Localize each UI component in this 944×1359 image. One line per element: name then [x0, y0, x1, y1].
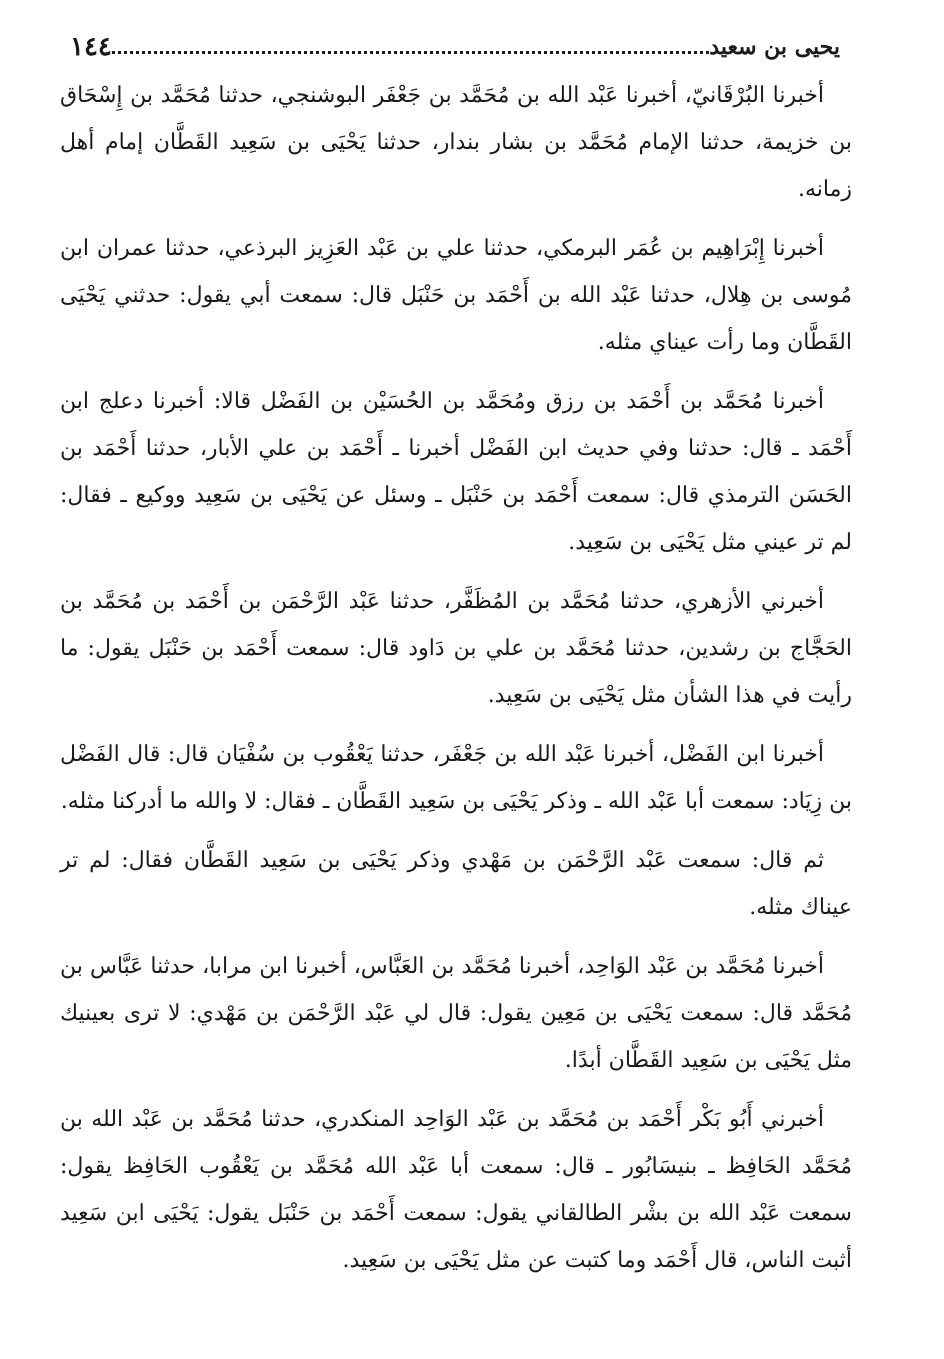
paragraph: أخبرنا مُحَمَّد بن عَبْد الوَاحِد، أخبرنا مُحَمَّد بن العَبَّاس، أخبرنا ابن مرابا، حدثنا عَبَّاس بن مُحَمَّد قال: سمعت يَحْيَى بن مَعِين يقول: قال لي عَبْد الرَّحْمَن بن مَهْدي: لا ترى بعينيك مثل يَحْيَى بن سَعِيد القَطَّان أبدًا.: [60, 954, 852, 1073]
paragraph: أخبرنا ابن الفَضْل، أخبرنا عَبْد الله بن جَعْفَر، حدثنا يَعْقُوب بن سُفْيَان قال: قال الفَضْل بن زِيَاد: سمعت أبا عَبْد الله ـ وذكر يَحْيَى بن سَعِيد القَطَّان ـ فقال: لا والله ما أدركنا مثله.: [60, 742, 852, 814]
header-dotted-leader: [112, 51, 709, 54]
paragraph: أخبرنا البُرْقَانيّ، أخبرنا عَبْد الله بن مُحَمَّد بن جَعْفَر البوشنجي، حدثنا مُحَمَّد بن إِسْحَاق بن خزيمة، حدثنا الإمام مُحَمَّد بن بشار بندار، حدثنا يَحْيَى بن سَعِيد القَطَّان إمام أهل زمانه.: [60, 83, 852, 202]
running-head: [60, 28, 852, 62]
paragraph: أخبرني أَبُو بَكْر أَحْمَد بن مُحَمَّد بن عَبْد الوَاحِد المنكدري، حدثنا مُحَمَّد بن عَبْد الله بن مُحَمَّد الحَافِظ ـ بنيسَابُور ـ قال: سمعت أبا عَبْد الله مُحَمَّد بن يَعْقُوب الحَافِظ يقول: سمعت عَبْد الله بن بشْر الطالقاني يقول: سمعت أَحْمَد بن حَنْبَل يقول: يَحْيَى ابن سَعِيد أثبت الناس، قال أَحْمَد وما كتبت عن مثل يَحْيَى بن سَعِيد.: [60, 1107, 852, 1273]
running-head-title: يحيى بن سعيد: [709, 34, 840, 60]
paragraph: أخبرنا مُحَمَّد بن أَحْمَد بن رزق ومُحَمَّد بن الحُسَيْن بن الفَضْل قالا: أخبرنا دعلج ابن أَحْمَد ـ قال: حدثنا وفي حديث ابن الفَضْل أخبرنا ـ أَحْمَد بن علي الأبار، حدثنا أَحْمَد بن الحَسَن الترمذي قال: سمعت أَحْمَد بن حَنْبَل ـ وسئل عن يَحْيَى بن سَعِيد ووكيع ـ فقال: لم تر عيني مثل يَحْيَى بن سَعِيد.: [60, 389, 852, 555]
paragraph: أخبرني الأزهري، حدثنا مُحَمَّد بن المُظَفَّر، حدثنا عَبْد الرَّحْمَن بن أَحْمَد بن مُحَمَّد بن الحَجَّاج بن رشدين، حدثنا مُحَمَّد بن علي بن دَاود قال: سمعت أَحْمَد بن حَنْبَل يقول: ما رأيت في هذا الشأن مثل يَحْيَى بن سَعِيد.: [60, 589, 852, 708]
paragraph: أخبرنا إِبْرَاهِيم بن عُمَر البرمكي، حدثنا علي بن عَبْد العَزِيز البرذعي، حدثنا عمران ابن مُوسى بن هِلال، حدثنا عَبْد الله بن أَحْمَد بن حَنْبَل قال: سمعت أبي يقول: حدثني يَحْيَى القَطَّان وما رأت عيناي مثله.: [60, 236, 852, 355]
body-text: [60, 72, 852, 1284]
paragraph: ثم قال: سمعت عَبْد الرَّحْمَن بن مَهْدي وذكر يَحْيَى بن سَعِيد القَطَّان فقال: لم تر عيناك مثله.: [60, 848, 852, 920]
book-page: [60, 28, 852, 1296]
page-number: ١٤٤: [70, 32, 112, 62]
